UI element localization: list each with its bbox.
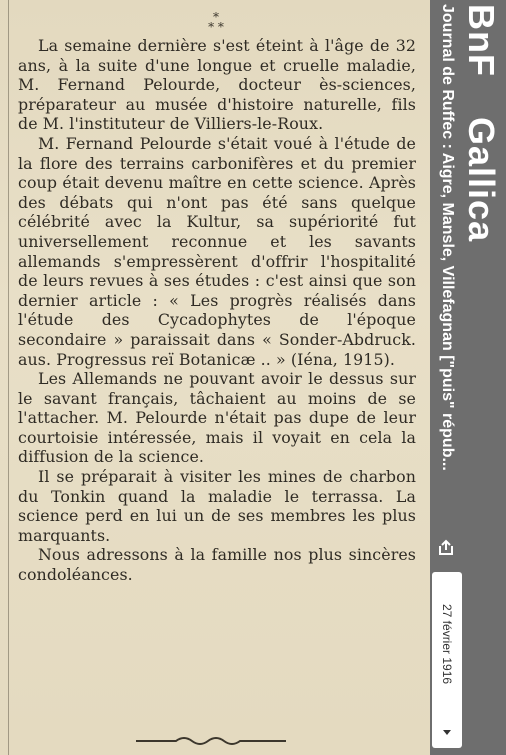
brand-name: Gallica (461, 117, 502, 243)
column-rule (8, 0, 9, 755)
article-paragraph-5: Nous adressons à la famille nos plus sincères condoléances. (18, 545, 416, 585)
article-paragraph-2: M. Fernand Pelourde s'était voué à l'étude de la flore des terrains carbonifères et du premier coup était devenu maître en cette science. Après des débats qui n'ont pas été sans quelque célébrité avec la Kultur, sa supériorité fut universellement reconnue et les savants allemands s'empressèrent d'offrir l'hospitalité de leurs revues à ses études : c'est ainsi que son dernier article : « Les progrès réalisés dans l'étude des Cycadophytes de l'époque secondaire » paraissait dans « Sonder-Abdruck. aus. Progressus reï Botanicæ .. » (Iéna, 1915). (18, 133, 416, 369)
issue-date: 27 février 1916 (440, 604, 454, 685)
date-dropdown-button[interactable] (436, 722, 458, 742)
previous-article-fragment (130, 0, 290, 4)
obituary-article (18, 36, 416, 585)
asterism: * * * (208, 10, 224, 34)
article-paragraph-4: Il se préparait à visiter les mines de charbon du Tonkin quand la maladie le terrassa. La science perd en lui un de ses membres les plus marquants. (18, 467, 416, 545)
brand-prefix: BnF (461, 4, 502, 77)
caret-down-icon (442, 727, 452, 737)
share-button[interactable] (434, 536, 458, 560)
article-paragraph-3: Les Allemands ne pouvant avoir le dessus sur le savant français, tâchaient au moins de se l'attacher. M. Pelourde n'était pas dupe de leur courtoisie intéressée, mais il voyait en cela la diffusion de la science. (18, 369, 416, 467)
share-icon (437, 539, 455, 557)
article-paragraph-1: La semaine dernière s'est éteint à l'âge de 32 ans, à la suite d'une longue et cruelle maladie, M. Fernand Pelourde, docteur ès-sciences, préparateur au musée d'histoire naturelle, fils de M. l'instituteur de Villiers-le-Roux. (18, 36, 416, 134)
end-flourish (136, 732, 286, 748)
document-title[interactable] (434, 4, 460, 494)
date-selector[interactable] (432, 572, 462, 748)
gallica-logo[interactable] (460, 4, 504, 243)
document-title-text: Journal de Ruffec : Aigre, Mansle, Villefagnan ["puis" répub... (439, 4, 456, 471)
